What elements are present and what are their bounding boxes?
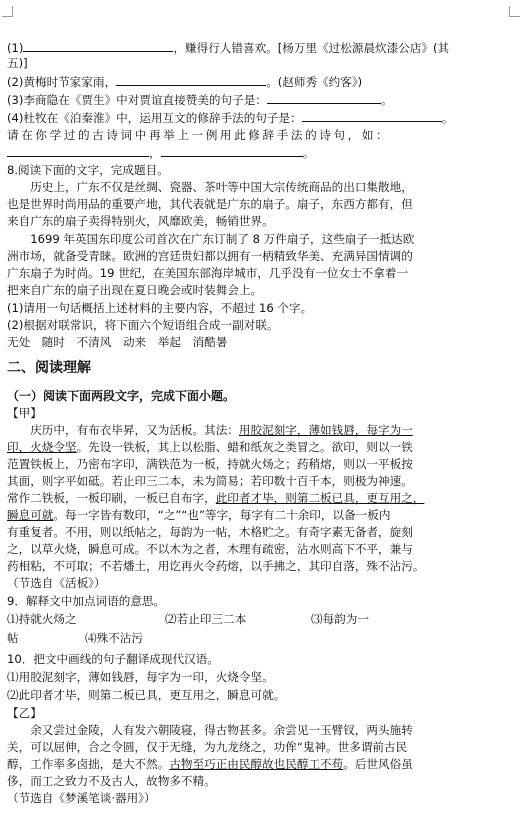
- answer-blank[interactable]: [23, 40, 173, 52]
- classical-text-line: 常作二铁板，一板印刷，一板已自布字，此印者才毕，则第二板已具，更互用之，: [7, 491, 425, 505]
- passage-line: 1699 年英国东印度公司首次在广东订制了 8 万件扇子，这些扇子一抵达欧: [30, 232, 415, 246]
- answer-blank[interactable]: [302, 110, 442, 122]
- passage-b-label: 【乙】: [7, 706, 42, 720]
- question-8-title: 8.阅读下面的文字，完成题目。: [7, 163, 169, 177]
- passage-line: 广东扇子为时尚。19 世纪，在美国东部海岸城市，几乎没有一位女士不拿着一: [7, 266, 409, 280]
- question-1-continuation: 五)]: [7, 56, 28, 70]
- classical-text-line: 印，火烧令坚。先设一铁板，其上以松脂、蜡和纸灰之类冒之。欲印，则以一铁: [7, 440, 413, 454]
- passage-line: 也是世界时尚用品的重要产地，其代表就是广东的扇子。扇子，东西方都有，但: [7, 197, 413, 211]
- classical-text-line: 侈，而工之致力不及古人，故物多不精。: [7, 774, 216, 788]
- source-note: （节选自《活板》）: [7, 576, 106, 590]
- passage-line: 洲市场，就备受青睐。欧洲的宫廷贵妇都以拥有一柄精致华美、充满异国情调的: [7, 249, 413, 263]
- classical-text-line: 有重复者。不用，则以纸帖之，每韵为一帖，木格贮之。有奇字素无备者，旋刻: [7, 525, 413, 539]
- passage-line: 历史上，广东不仅是丝绸、瓷器、茶叶等中国大宗传统商品的出口集散地，: [30, 180, 413, 194]
- answer-blank[interactable]: [7, 145, 149, 157]
- classical-text-line: 关，可以屈伸，合之令圆，仅于无缝，为九龙绕之，功侔“鬼神。世多谓前古民: [7, 740, 408, 754]
- question-10: 10．把文中画线的句子翻译成现代汉语。: [7, 652, 219, 666]
- question-1-line: (1) ，赚得行人错喜欢。[杨万里《过松源晨炊漆公店》(其: [7, 41, 450, 55]
- section-heading-reading: 二、阅读理解: [7, 360, 91, 376]
- classical-text-line: 瞬息可就。每一字皆有数印，“之”“也”等字，每字有二十余印，以备一板内: [7, 508, 391, 522]
- question-5-answer-line: ， 。: [7, 145, 513, 161]
- question-2-line: (2)黄梅时节家家雨， 。(赵师秀《约客》): [7, 75, 363, 89]
- subsection-heading: （一）阅读下面两段文字，完成下面小题。: [7, 389, 236, 403]
- classical-text-line: 之，以草火烧，瞬息可成。不以木为之者，木理有疏密，沾水则高下不平，兼与: [7, 542, 413, 556]
- passage-line: 把来自广东的扇子出现在夏日晚会或时装舞会上。: [7, 283, 263, 297]
- question-4-line: (4)杜牧在《泊秦淮》中，运用互文的修辞手法的句子是： 。: [7, 111, 454, 125]
- question-10-item-1: ⑴用胶泥刻字，薄如钱唇，每字为一印，火烧令坚。: [7, 670, 274, 684]
- classical-text-line: 醇，工作率多卤拙，是大不然。古物至巧正由民醇故也民醇工不苟。后世风俗虽: [7, 757, 413, 771]
- answer-blank[interactable]: [267, 92, 381, 104]
- crop-mark-top-right: [509, 6, 520, 17]
- classical-text-line: 余又尝过金陵，人有发六朝陵寝，得古物甚多。余尝见一玉臂钗，两头施转: [30, 723, 413, 737]
- classical-text-line: 其面，则字平如砥。若止印三二本，未为简易；若印数十百千本，则极为神速。: [7, 474, 413, 488]
- classical-text-line: 范置铁板上，乃密布字印，满铁范为一板，持就火炀之；药稍熔，则以一平板按: [7, 457, 413, 471]
- source-note: （节选自《梦溪笔谈·器用》）: [7, 791, 156, 805]
- document-page: (1) ，赚得行人错喜欢。[杨万里《过松源晨炊漆公店》(其 五)] (2)黄梅时节家家雨， 。(赵师秀《约客》) (3)李商隐在《贾生》中对贾谊直接赞美的句子是： 。 (4)杜牧在《泊秦淮》中，运用互文的修辞手法的句子是： 。 请在你学过的古诗词中再举上一例用此修辞手法的诗句，如： ， 。 8.阅读下面的文字，完成题目。 历史上，广东不仅是丝绸、瓷器、茶叶等中国大宗传统商品的出口集散地， 也是世界时尚用品的重要产地，其代表就是广东的扇子。扇子，东西方都有，但 来自广东的扇子卖得特别火，风靡欧美，畅销世界。 1699 年英国东印度公司首次在广东订制了 8 万件扇子，这些扇子一抵达欧 洲市场，就备受青睐。欧洲的宫廷贵妇都以拥有一柄精致华美、充满异国情调的 广东扇子为时尚。19 世纪，在美国东部海岸城市，几乎没有一位女士不拿着一 把来自广东的扇子出现在夏日晚会或时装舞会上。 (1)请用一句话概括上述材料的主要内容，不超过 16 个字。 (2)根据对联常识，将下面六个短语组合成一副对联。 无处 随时 不清风 动来 举起 消酷暑 二、阅读理解 （一）阅读下面两段文字，完成下面小题。 【甲】 庆历中，有布衣毕昇，又为活板。其法：用胶泥刻字，薄如钱唇，每字为一 印，火烧令坚。先设一铁板，其上以松脂、蜡和纸灰之类冒之。欲印，则以一铁 范置铁板上，乃密布字印，满铁范为一板，持就火炀之；药稍熔，则以一平板按 其面，则字平如砥。若止印三二本，未为简易；若印数十百千本，则极为神速。 常作二铁板，一板印刷，一板已自布字，此印者才毕，则第二板已具，更互用之， 瞬息可就。每一字皆有数印，“之”“也”等字，每字有二十余印，以备一板内 有重复者。不用，则以纸帖之，每韵为一帖，木格贮之。有奇字素无备者，旋刻 之，以草火烧，瞬息可成。不以木为之者，木理有疏密，沾水则高下不平，兼与 药相粘，不可取；不若燔土，用讫再火令药熔，以手拂之，其印自落，殊不沾污。 （节选自《活板》） 9．解释文中加点词语的意思。 ⑴持就火炀之 ⑵若止印三二本 ⑶每韵为一 帖 ⑷殊不沾污 10．把文中画线的句子翻译成现代汉语。 ⑴用胶泥刻字，薄如钱唇，每字为一印，火烧令坚。 ⑵此印者才毕，则第二板已具，更互用之，瞬息可就。 【乙】 余又尝过金陵，人有发六朝陵寝，得古物甚多。余尝见一玉臂钗，两头施转 关，可以屈伸，合之令圆，仅于无缝，为九龙绕之，功侔“鬼神。世多谓前古民 醇，工作率多卤拙，是大不然。古物至巧正由民醇故也民醇工不苟。后世风俗虽 侈，而工之致力不及古人，故物多不精。 （节选自《梦溪笔谈·器用》）: [0, 0, 523, 818]
- question-9: 9．解释文中加点词语的意思。: [7, 594, 166, 608]
- question-3-line: (3)李商隐在《贾生》中对贾谊直接赞美的句子是： 。: [7, 93, 393, 107]
- question-5-line: 请在你学过的古诗词中再举上一例用此修辞手法的诗句，如：: [7, 128, 391, 142]
- answer-blank[interactable]: [116, 74, 266, 86]
- classical-text-line: 药相粘，不可取；不若燔土，用讫再火令药熔，以手拂之，其印自落，殊不沾污。: [7, 559, 425, 573]
- phrase-list: 无处 随时 不清风 动来 举起 消酷暑: [7, 335, 228, 349]
- sub-question-8-2: (2)根据对联常识，将下面六个短语组合成一副对联。: [7, 318, 279, 332]
- crop-mark-top-left: [2, 6, 13, 17]
- sub-question-8-1: (1)请用一句话概括上述材料的主要内容，不超过 16 个字。: [7, 301, 313, 315]
- question-10-item-2: ⑵此印者才毕，则第二板已具，更互用之，瞬息可就。: [7, 688, 286, 702]
- classical-text-line: 庆历中，有布衣毕昇，又为活板。其法：用胶泥刻字，薄如钱唇，每字为一: [30, 423, 413, 437]
- passage-line: 来自广东的扇子卖得特别火，风靡欧美，畅销世界。: [7, 214, 274, 228]
- passage-a-label: 【甲】: [7, 406, 42, 420]
- answer-blank[interactable]: [161, 145, 303, 157]
